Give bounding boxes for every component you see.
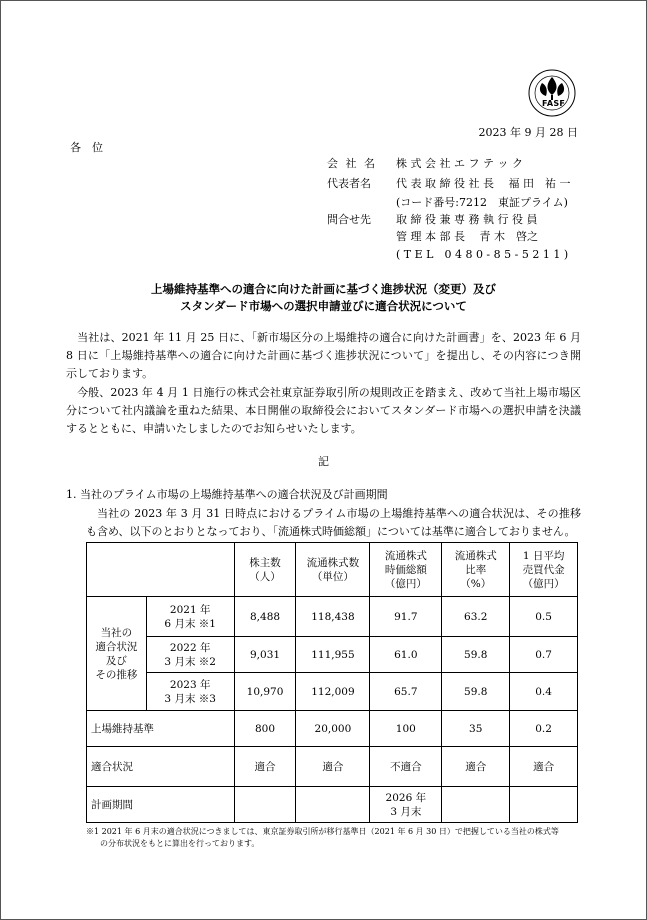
plan-cell — [510, 787, 578, 823]
footnote-line2: の分布状況をもとに算出を行っております。 — [100, 839, 260, 848]
fasf-logo — [527, 68, 577, 118]
status-cell: 適合 — [296, 747, 370, 787]
ki-heading: 記 — [318, 455, 329, 468]
period-cell: 2022 年 3 月末 ※2 — [146, 637, 234, 673]
intro-paragraph: 当社は、2021 年 11 月 25 日に、「新市場区分の上場維持の適合に向けた計画書」を、2023 年 6 月 8 日に「上場維持基準への適合に向けた計画に基づく進捗状況について」を提出し、その内容につき開示しております。 — [66, 331, 581, 380]
value-cell: 111,955 — [296, 637, 370, 673]
plan-cell — [234, 787, 296, 823]
header-market-cap: 流通株式 時価総額 （億円） — [370, 543, 442, 597]
table-row — [87, 637, 578, 673]
document-title-line1: 上場維持基準への適合に向けた計画に基づく進捗状況（変更）及び — [151, 282, 496, 296]
value-cell: 8,488 — [234, 597, 296, 637]
value-cell: 91.7 — [370, 597, 442, 637]
period-cell: 2021 年 6 月末 ※1 — [146, 597, 234, 637]
header-daily-trading: 1 日平均 売買代金 （億円） — [510, 543, 578, 597]
value-cell: 20,000 — [296, 711, 370, 747]
logo-text: FASF — [542, 99, 566, 108]
value-cell: 65.7 — [370, 673, 442, 711]
document-title-line2: スタンダード市場への選択申請並びに適合状況について — [180, 299, 467, 313]
stock-code: (コード番号:7212 東証プライム) — [396, 196, 568, 209]
table-row — [87, 597, 578, 637]
value-cell: 35 — [442, 711, 510, 747]
value-cell: 0.4 — [510, 673, 578, 711]
value-cell: 10,970 — [234, 673, 296, 711]
footnote-line1: ※1 2021 年 6 月末の適合状況につきましては、東京証券取引所が移行基準日（2021 年 6 月 30 日）で把握している当社の株式等 — [86, 827, 559, 836]
standard-label: 上場維持基準 — [87, 711, 235, 747]
value-cell: 118,438 — [296, 597, 370, 637]
table-row-standard — [87, 711, 578, 747]
plan-cell: 2026 年 3 月末 — [370, 787, 442, 823]
value-cell: 112,009 — [296, 673, 370, 711]
plan-label: 計画期間 — [87, 787, 235, 823]
document-date: 2023 年 9 月 28 日 — [478, 126, 578, 139]
table-row-plan — [87, 787, 578, 823]
section1-heading: 1. 当社のプライム市場の上場維持基準への適合状況及び計画期間 — [66, 488, 388, 501]
header-tradable-shares: 流通株式数 （単位） — [296, 543, 370, 597]
value-cell: 0.5 — [510, 597, 578, 637]
value-cell: 0.2 — [510, 711, 578, 747]
representative-value: 代 表 取 締 役 社 長 福 田 祐 一 — [396, 177, 571, 190]
status-cell: 適合 — [234, 747, 296, 787]
table-row — [87, 673, 578, 711]
plan-cell — [296, 787, 370, 823]
contact-label: 問合せ先 — [327, 213, 371, 226]
decision-paragraph: 今般、2023 年 4 月 1 日施行の株式会社東京証券取引所の規則改正を踏まえ、改めて当社上場市場区分について社内議論を重ねた結果、本日開催の取締役会においてスタンダード市場への選択申請を決議するとともに、申請いたしましたのでお知らせいたします。 — [66, 386, 581, 435]
value-cell: 9,031 — [234, 637, 296, 673]
status-cell: 適合 — [510, 747, 578, 787]
representative-label: 代表者名 — [327, 177, 371, 190]
header-blank — [87, 543, 235, 597]
value-cell: 100 — [370, 711, 442, 747]
table-header-row — [87, 543, 578, 597]
status-cell: 不適合 — [370, 747, 442, 787]
company-value: 株 式 会 社 エ フ テ ッ ク — [396, 157, 523, 170]
compliance-table — [86, 542, 578, 823]
group-label: 当社の 適合状況 及び その推移 — [87, 597, 147, 711]
value-cell: 0.7 — [510, 637, 578, 673]
value-cell: 59.8 — [442, 637, 510, 673]
value-cell: 61.0 — [370, 637, 442, 673]
contact-tel: ( T E L 0 4 8 0 - 8 5 - 5 2 1 1 ) — [396, 248, 569, 261]
header-shareholders: 株主数 （人） — [234, 543, 296, 597]
company-label: 会 社 名 — [327, 157, 377, 170]
section1-text: 当社の 2023 年 3 月 31 日時点におけるプライム市場の上場維持基準への適合状況は、その推移も含め、以下のとおりとなっており、「流通株式時価総額」については基準に適合しておりません。 — [86, 507, 581, 538]
contact-title: 取 締 役 兼 専 務 執 行 役 員 — [396, 213, 538, 226]
status-cell: 適合 — [442, 747, 510, 787]
period-cell: 2023 年 3 月末 ※3 — [146, 673, 234, 711]
table-row-status — [87, 747, 578, 787]
plan-cell — [442, 787, 510, 823]
header-tradable-ratio: 流通株式 比率 （%） — [442, 543, 510, 597]
contact-person: 管 理 本 部 長 青 木 啓之 — [396, 230, 538, 243]
value-cell: 63.2 — [442, 597, 510, 637]
value-cell: 59.8 — [442, 673, 510, 711]
status-label: 適合状況 — [87, 747, 235, 787]
recipient: 各 位 — [70, 141, 103, 154]
value-cell: 800 — [234, 711, 296, 747]
